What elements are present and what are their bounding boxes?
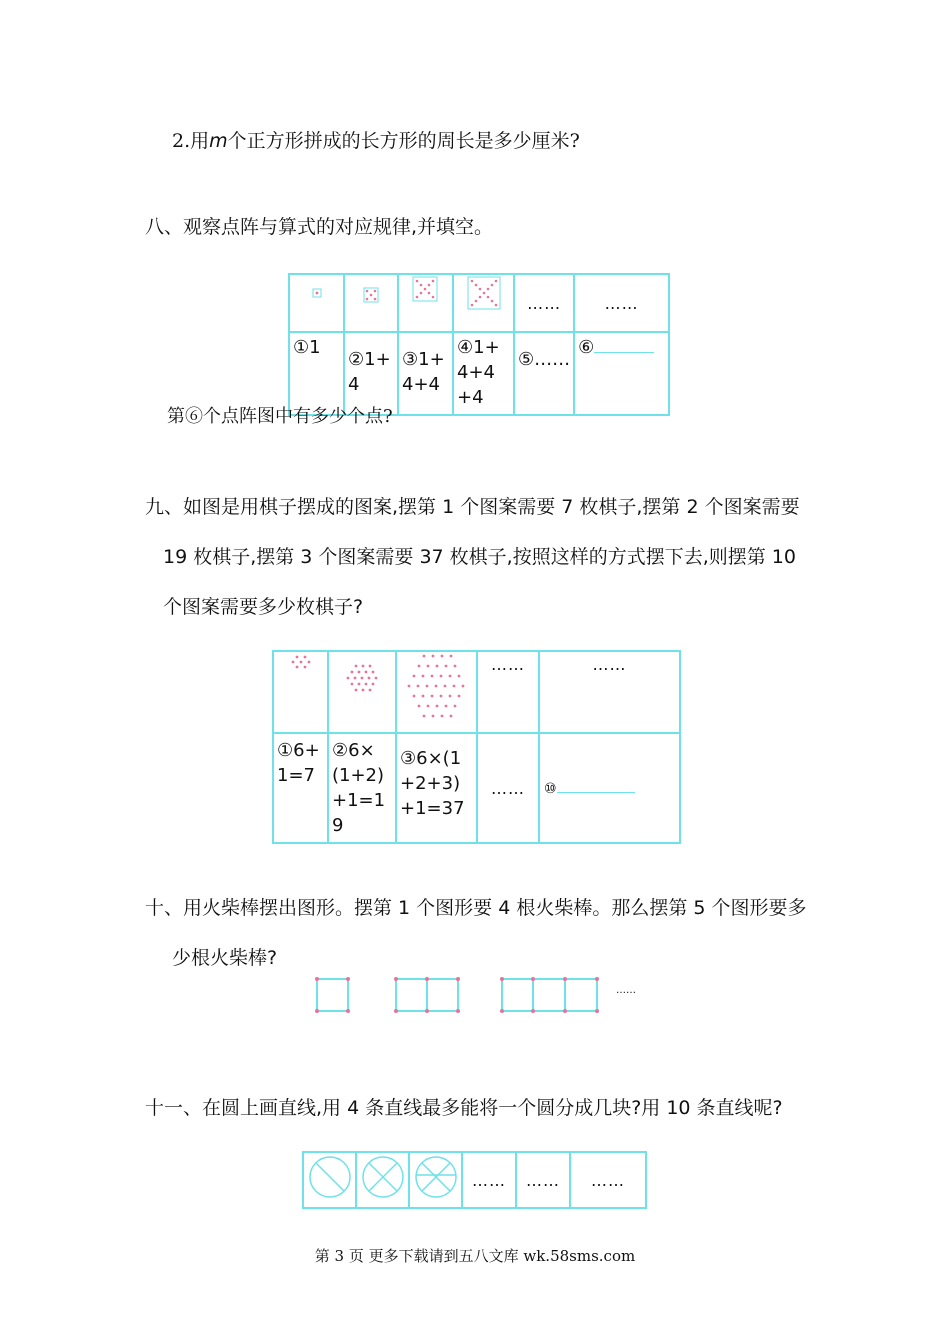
page-footer: 第 3 页 更多下载请到五八文库 wk.58sms.com xyxy=(314,1247,636,1265)
formula-cell: ①6+1=7 xyxy=(273,733,328,843)
dot-array-4 xyxy=(453,274,514,332)
ellipsis-cell: …… xyxy=(570,1152,646,1208)
question-9-line2: 19 枚棋子,摆第 3 个图案需要 37 枚棋子,按照这样的方式摆下去,则摆第 10 xyxy=(163,546,796,568)
chess-pattern-table xyxy=(272,650,681,844)
answer-cell[interactable]: ⑩ xyxy=(539,733,680,843)
answer-blank[interactable] xyxy=(594,352,654,353)
formula-cell: ②6×(1+2)+1=19 xyxy=(328,733,396,843)
question-10-line2: 少根火柴棒? xyxy=(172,947,278,969)
matchstick-figures xyxy=(310,972,650,1017)
formula-cell: ②1+4 xyxy=(344,332,398,415)
ellipsis-cell: …… xyxy=(477,733,539,843)
ellipsis-cell: …… xyxy=(574,274,669,332)
dot-array-1 xyxy=(289,274,344,332)
chess-pattern-1 xyxy=(273,651,328,733)
ellipsis-cell: …… xyxy=(477,651,539,733)
question-7-2: 2.用m个正方形拼成的长方形的周长是多少厘米? xyxy=(172,130,580,152)
variable-m: m xyxy=(209,130,228,152)
ellipsis-cell: …… xyxy=(514,274,574,332)
ellipsis-cell: …… xyxy=(462,1152,516,1208)
circle-2-lines xyxy=(356,1152,409,1208)
question-11-title: 十一、在圆上画直线,用 4 条直线最多能将一个圆分成几块?用 10 条直线呢? xyxy=(145,1097,783,1119)
question-10-line1: 十、用火柴棒摆出图形。摆第 1 个图形要 4 根火柴棒。那么摆第 5 个图形要多 xyxy=(145,897,807,919)
ellipsis-cell: …… xyxy=(516,1152,570,1208)
dot-array-table xyxy=(288,273,670,416)
chess-pattern-3 xyxy=(396,651,477,733)
formula-cell: ④1+4+4+4 xyxy=(453,332,514,415)
question-8-sub: 第⑥个点阵图中有多少个点? xyxy=(167,406,393,427)
answer-cell[interactable]: ⑥ xyxy=(574,332,669,415)
question-9-line1: 九、如图是用棋子摆成的图案,摆第 1 个图案需要 7 枚棋子,摆第 2 个图案需要 xyxy=(145,496,800,518)
formula-cell: ①1 xyxy=(289,332,344,415)
formula-cell: ③1+4+4 xyxy=(398,332,453,415)
circle-3-lines xyxy=(409,1152,462,1208)
question-8-title: 八、观察点阵与算式的对应规律,并填空。 xyxy=(145,216,494,238)
question-9-line3: 个图案需要多少枚棋子? xyxy=(163,596,364,618)
formula-cell: ③6×(1+2+3)+1=37 xyxy=(396,733,477,843)
chess-pattern-2 xyxy=(328,651,396,733)
ellipsis-cell: …… xyxy=(539,651,680,733)
dot-array-2 xyxy=(344,274,398,332)
formula-cell: ⑤…… xyxy=(514,332,574,415)
answer-blank[interactable] xyxy=(557,792,635,793)
circle-1-line xyxy=(303,1152,356,1208)
circle-lines-table xyxy=(302,1151,647,1209)
matchstick-ellipsis: …… xyxy=(616,985,636,996)
dot-array-3 xyxy=(398,274,453,332)
